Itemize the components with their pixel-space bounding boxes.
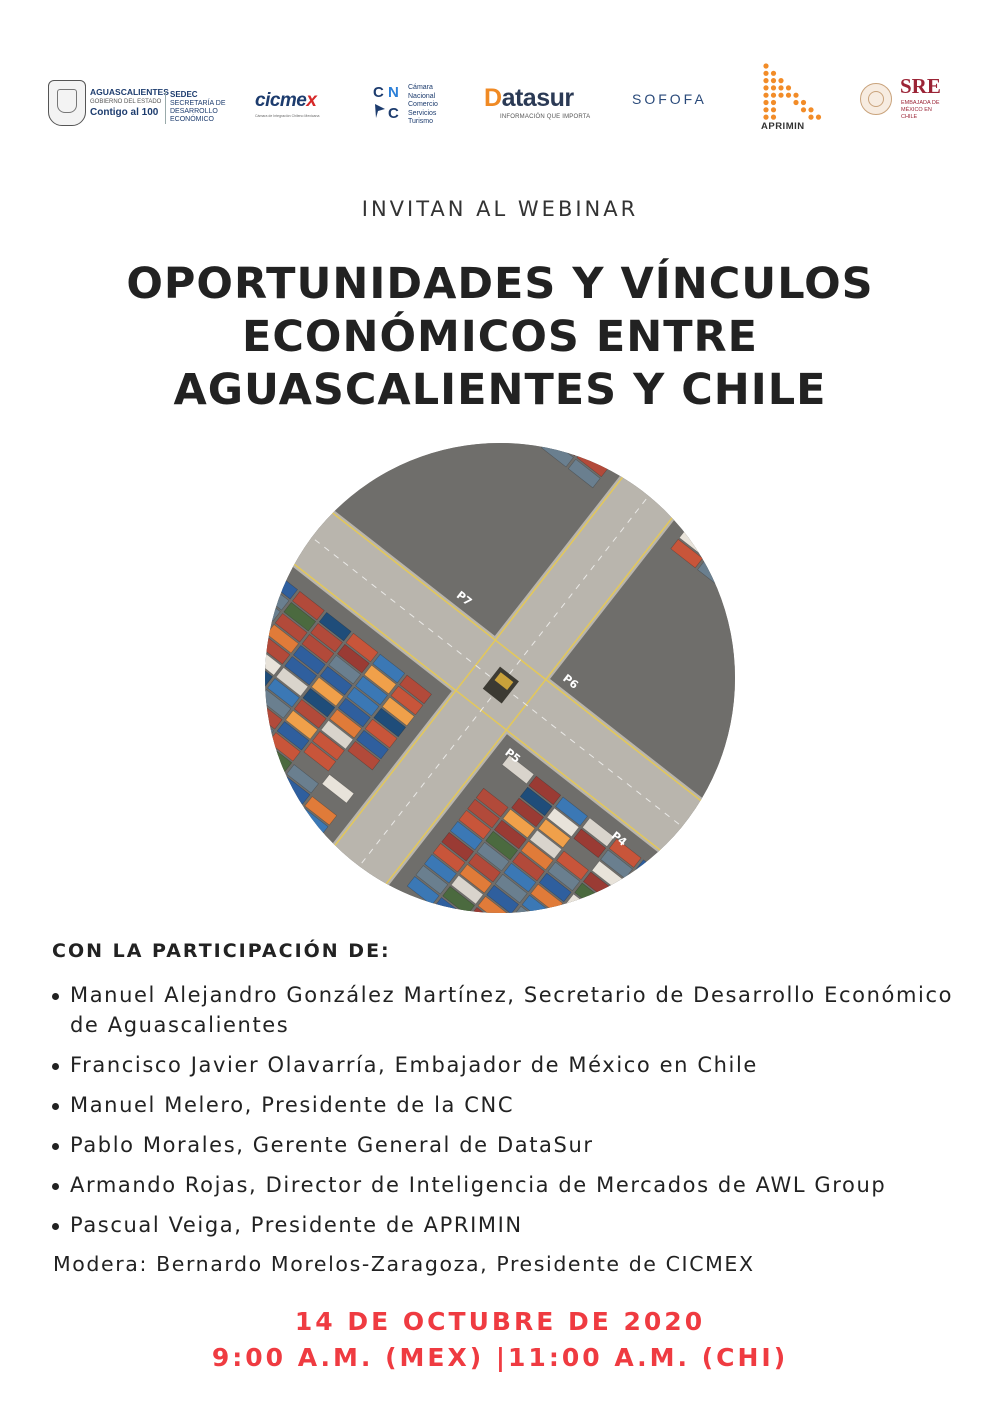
page-title — [20, 258, 980, 417]
list-item: Manuel Melero, Presidente de la CNC — [50, 1090, 980, 1120]
sedec-line1: SECRETARÍA DE — [170, 100, 226, 107]
title-line-1: OPORTUNIDADES Y VÍNCULOS — [126, 259, 874, 309]
shipping-container — [705, 495, 735, 524]
datasur-initial: D — [484, 84, 502, 112]
shipping-container — [697, 506, 729, 535]
invitation-label: INVITAN AL WEBINAR — [361, 197, 639, 221]
shipping-container — [559, 443, 591, 445]
aprimin-dot — [771, 115, 776, 120]
sponsor-logos — [0, 60, 1000, 140]
aprimin-dot — [778, 85, 783, 90]
list-item: Manuel Alejandro González Martínez, Secretario de Desarrollo Económico de Aguascalientes — [50, 980, 980, 1040]
shipping-container — [610, 893, 642, 913]
shipping-container — [733, 570, 735, 599]
shipping-container — [636, 860, 668, 889]
svg-text:C: C — [373, 84, 384, 101]
aprimin-dot — [763, 78, 768, 83]
aprimin-dot — [771, 100, 776, 105]
sre-line2: MÉXICO EN — [901, 107, 932, 113]
shipping-container — [265, 777, 266, 806]
cnc-line4: Servicios — [408, 109, 437, 117]
aguascalientes-sub: GOBIERNO DEL ESTADO — [90, 99, 162, 105]
shipping-container — [270, 841, 302, 870]
aprimin-dot — [808, 115, 813, 120]
cicmex-logo — [255, 90, 316, 112]
participation-heading: CON LA PARTICIPACIÓN DE: — [52, 940, 391, 962]
cnc-line3: Comercio — [408, 101, 438, 108]
aprimin-dot — [763, 85, 768, 90]
cnc-line1: Cámara — [408, 84, 433, 91]
shipping-container — [265, 820, 275, 849]
aprimin-dot — [771, 71, 776, 76]
aprimin-dot — [763, 115, 768, 120]
aguascalientes-seal-icon — [48, 80, 86, 126]
aprimin-dot — [771, 93, 776, 98]
list-item: Francisco Javier Olavarría, Embajador de México en Chile — [50, 1050, 980, 1080]
sedec-line2: DESARROLLO ECONÓMICO — [170, 108, 218, 123]
shipping-container — [715, 538, 735, 567]
lane-label: P4 — [608, 828, 630, 849]
svg-text:N: N — [388, 84, 399, 101]
lane-label: P7 — [453, 588, 475, 609]
lane-label: P6 — [560, 671, 581, 692]
shipping-container — [722, 473, 735, 502]
sre-name: SRE — [900, 74, 941, 98]
svg-text:C: C — [388, 105, 399, 122]
shipping-container — [688, 517, 720, 546]
aprimin-dot — [763, 100, 768, 105]
list-item: Armando Rojas, Director de Inteligencia de Mercados de AWL Group — [50, 1170, 980, 1200]
aprimin-dot — [808, 107, 813, 112]
aprimin-dot — [816, 115, 821, 120]
datasur-tagline: INFORMACIÓN QUE IMPORTA — [500, 114, 591, 120]
shipping-container — [265, 863, 285, 892]
cnc-mark-icon — [372, 82, 404, 122]
shipping-container — [265, 766, 274, 795]
datasur-name: atasur — [501, 84, 574, 112]
aprimin-mark-icon — [760, 62, 830, 124]
aprimin-name: APRIMIN — [761, 121, 805, 132]
shipping-container — [381, 910, 413, 913]
event-time: 9:00 A.M. (MEX) |11:00 A.M. (CHI) — [211, 1343, 789, 1372]
aprimin-dot — [786, 93, 791, 98]
cnc-logo-text — [408, 84, 458, 127]
cicmex-x: x — [306, 90, 317, 111]
shipping-container — [663, 881, 695, 910]
shipping-container — [558, 905, 590, 913]
sedec-logo — [165, 91, 250, 124]
cicmex-sub: Cámara de Integración Chileno Mexicana — [255, 114, 320, 118]
container-port-photo — [265, 443, 735, 913]
shipping-container — [603, 443, 635, 444]
title-line-2: ECONÓMICOS ENTRE — [241, 312, 759, 362]
aprimin-dot — [793, 100, 798, 105]
aprimin-dot — [793, 93, 798, 98]
sre-seal-icon — [860, 83, 892, 115]
shipping-container — [654, 892, 686, 913]
list-item: Pablo Morales, Gerente General de DataSur — [50, 1130, 980, 1160]
participant-list — [50, 980, 980, 1250]
sofofa-logo: SOFOFA — [632, 91, 707, 107]
aprimin-dot — [778, 78, 783, 83]
cnc-line2: Nacional — [408, 92, 436, 100]
aprimin-dot — [771, 78, 776, 83]
moderator-line: Modera: Bernardo Morelos-Zaragoza, Presidente de CICMEX — [53, 1252, 755, 1276]
sedec-name: SEDEC — [170, 90, 198, 99]
aprimin-dot — [771, 107, 776, 112]
sre-line3: CHILE — [901, 114, 918, 120]
aprimin-dot — [763, 63, 768, 68]
shipping-container — [724, 581, 735, 610]
shipping-container — [723, 527, 735, 556]
aprimin-dot — [801, 100, 806, 105]
shipping-container — [265, 852, 294, 881]
aprimin-dot — [763, 71, 768, 76]
datasur-logo — [484, 84, 574, 113]
shipping-container — [627, 871, 659, 900]
shipping-container — [425, 909, 457, 913]
title-line-3: AGUASCALIENTES Y CHILE — [173, 365, 827, 415]
event-date: 14 DE OCTUBRE DE 2020 — [294, 1307, 706, 1336]
lane-label: P5 — [502, 745, 523, 766]
list-item: Pascual Veiga, Presidente de APRIMIN — [50, 1210, 980, 1240]
shipping-container — [265, 550, 271, 579]
shipping-container — [265, 831, 267, 860]
aprimin-dot — [771, 85, 776, 90]
aprimin-dot — [763, 107, 768, 112]
shipping-container — [619, 882, 651, 911]
shipping-container — [690, 902, 722, 913]
shipping-container — [279, 830, 311, 859]
sre-sub — [901, 100, 961, 121]
aguascalientes-name: AGUASCALIENTES — [90, 87, 169, 97]
shipping-container — [265, 885, 268, 913]
shipping-container — [265, 798, 293, 827]
aguascalientes-slogan: Contigo al 100 — [90, 107, 159, 118]
aprimin-dot — [801, 107, 806, 112]
aprimin-dot — [786, 85, 791, 90]
shipping-container — [265, 809, 284, 838]
cicmex-name: cicme — [255, 90, 307, 111]
aprimin-dot — [763, 93, 768, 98]
aprimin-dot — [778, 93, 783, 98]
shipping-container — [646, 903, 678, 913]
cnc-line5: Turismo — [408, 118, 434, 125]
sre-line1: EMBAJADA DE — [901, 100, 940, 106]
